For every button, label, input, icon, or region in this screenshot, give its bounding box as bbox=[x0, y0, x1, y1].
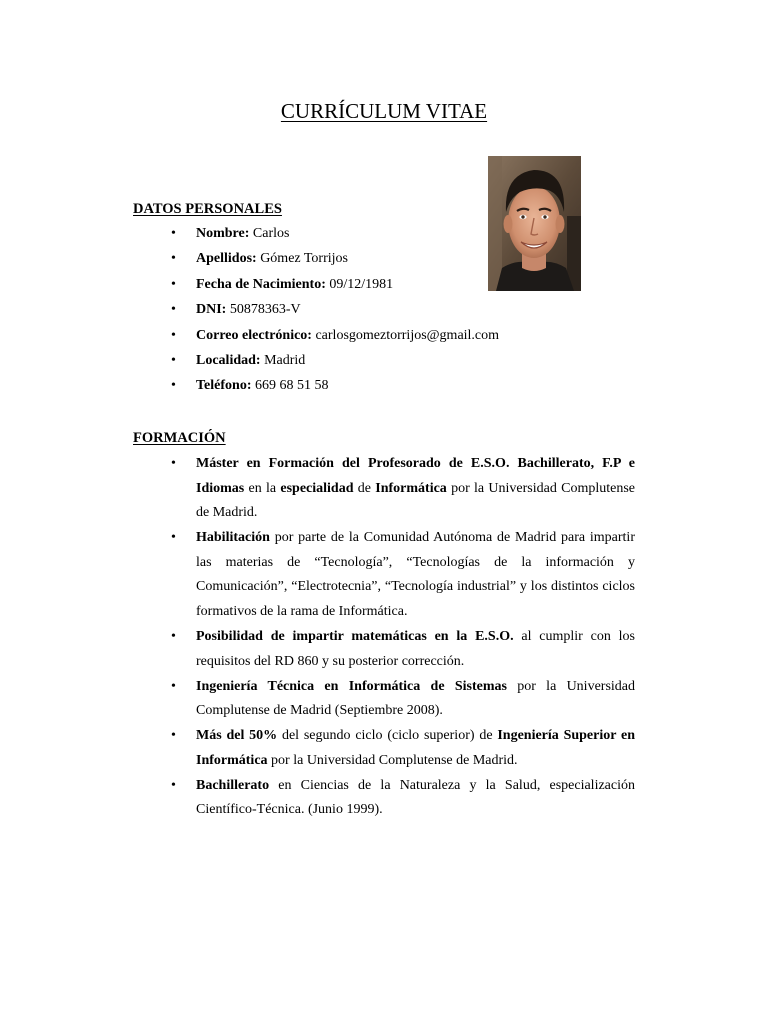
list-item: • Más del 50% del segundo ciclo (ciclo superior) de Ingeniería Superior en Informática por la Universidad Complutense de Madrid. bbox=[171, 724, 635, 773]
formation-list bbox=[171, 452, 635, 823]
list-item: • Máster en Formación del Profesorado de E.S.O. Bachillerato, F.P e Idiomas en la especialidad de Informática por la Universidad Complutense de Madrid. bbox=[171, 452, 635, 526]
list-item bbox=[171, 221, 635, 246]
field-label: DNI: bbox=[196, 302, 227, 318]
bullet-icon: • bbox=[171, 728, 176, 744]
list-item: • Ingeniería Técnica en Informática de Sistemas por la Universidad Complutense de Madrid (Septiembre 2008). bbox=[171, 675, 635, 724]
field-value: Carlos bbox=[249, 226, 290, 241]
field-value: 50878363-V bbox=[226, 302, 301, 318]
list-item bbox=[171, 246, 635, 271]
field-label: Localidad: bbox=[196, 352, 261, 368]
field-label: Fecha de Nacimiento: bbox=[196, 276, 326, 292]
section-heading-formacion: FORMACIÓN bbox=[133, 430, 226, 446]
field-value: carlosgomeztorrijos@gmail.com bbox=[311, 327, 500, 343]
bullet-icon: • bbox=[171, 302, 176, 318]
list-item bbox=[171, 323, 635, 348]
list-item bbox=[171, 297, 635, 322]
list-item: • Bachillerato en Ciencias de la Naturaleza y la Salud, especialización Científico-Técnica. (Junio 1999). bbox=[171, 774, 635, 823]
list-item: • Habilitación por parte de la Comunidad Autónoma de Madrid para impartir las materias de “Tecnología”, “Tecnologías de la información y Comunicación”, “Electrotecnia”, “Tecnología industrial” y los distintos ciclos formativos de la rama de Informática. bbox=[171, 526, 635, 624]
list-item bbox=[171, 373, 635, 398]
bullet-icon: • bbox=[171, 777, 176, 793]
bullet-icon: • bbox=[171, 226, 176, 241]
list-item bbox=[171, 272, 635, 297]
bullet-icon: • bbox=[171, 276, 176, 292]
field-label: Nombre: bbox=[196, 226, 250, 241]
field-label: Apellidos: bbox=[196, 251, 257, 267]
bullet-icon: • bbox=[171, 327, 176, 343]
field-value: Gómez Torrijos bbox=[256, 251, 348, 267]
page-title: CURRÍCULUM VITAE bbox=[280, 99, 488, 123]
field-value: Madrid bbox=[260, 352, 306, 368]
personal-data-list bbox=[171, 221, 635, 399]
bullet-icon: • bbox=[171, 628, 176, 644]
list-item bbox=[171, 348, 635, 373]
field-label: Correo electrónico: bbox=[196, 327, 312, 343]
bullet-icon: • bbox=[171, 678, 176, 694]
field-label: Teléfono: bbox=[196, 378, 252, 394]
bullet-icon: • bbox=[171, 530, 176, 546]
list-item: • Posibilidad de impartir matemáticas en la E.S.O. al cumplir con los requisitos del RD 860 y su posterior corrección. bbox=[171, 625, 635, 674]
bullet-icon: • bbox=[171, 456, 176, 471]
field-value: 669 68 51 58 bbox=[251, 378, 329, 394]
field-value: 09/12/1981 bbox=[325, 276, 394, 292]
bullet-icon: • bbox=[171, 378, 176, 394]
bullet-icon: • bbox=[171, 352, 176, 368]
bullet-icon: • bbox=[171, 251, 176, 267]
section-heading-personal: DATOS PERSONALES bbox=[133, 201, 282, 217]
